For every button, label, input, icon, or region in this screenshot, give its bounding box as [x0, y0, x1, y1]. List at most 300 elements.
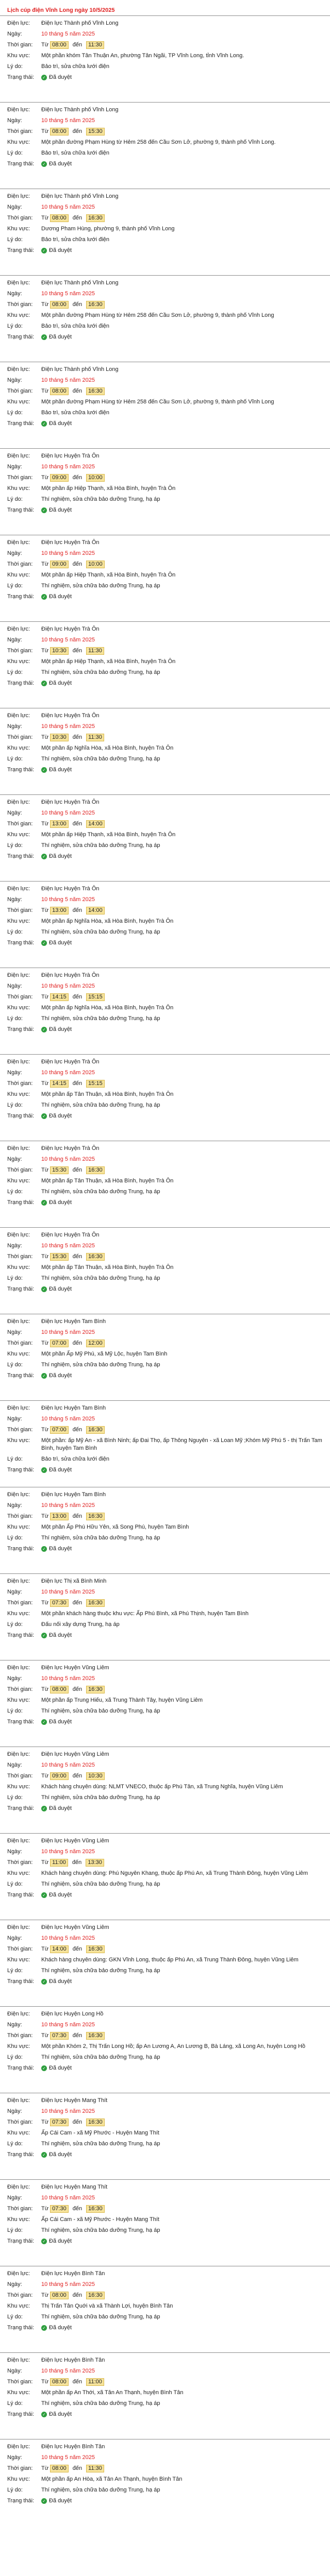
status-label: Trạng thái: [7, 1467, 35, 1473]
time-value [41, 2378, 323, 2386]
time-from: 08:00 [50, 2465, 69, 2472]
time-label: Thời gian: [7, 1427, 33, 1433]
status-value [41, 420, 323, 428]
reason-row [7, 1188, 323, 1196]
reason-value: Thí nghiệm, sửa chữa bảo dưỡng Trung, hạ áp [41, 842, 160, 849]
status-text: Đã duyệt [49, 1199, 72, 1206]
area-label: Khu vực: [7, 2389, 30, 2396]
status-row [7, 420, 323, 428]
area-label: Khu vực: [7, 53, 30, 59]
status-row [7, 1285, 323, 1293]
status-value [41, 1026, 323, 1033]
reason-label: Lý do: [7, 2487, 23, 2493]
unit-row [7, 539, 323, 547]
area-row [7, 1177, 323, 1185]
status-value [41, 2151, 323, 2159]
area-label: Khu vực: [7, 1611, 30, 1617]
reason-row [7, 409, 323, 417]
time-from: 09:00 [50, 474, 69, 482]
area-value: Một phần khóm Tân Thuận An, phường Tân Ngãi, TP Vĩnh Long, tỉnh Vĩnh Long. [41, 53, 244, 59]
time-label: Thời gian: [7, 2206, 33, 2212]
reason-row [7, 2486, 323, 2494]
area-value: Một phần ấp An Thới, xã Tân An Thạnh, huyện Bình Tân [41, 2389, 184, 2396]
date-row [7, 2108, 323, 2115]
time-to: 16:30 [86, 2205, 105, 2213]
time-value [41, 820, 323, 828]
check-circle-icon: ✓ [41, 334, 47, 340]
area-label: Khu vực: [7, 1870, 30, 1876]
unit-row [7, 452, 323, 460]
time-from-label: Từ [41, 215, 49, 221]
reason-row [7, 496, 323, 503]
date-label: Ngày: [7, 1243, 22, 1249]
check-circle-icon: ✓ [41, 1113, 47, 1119]
time-to-label: đến [72, 907, 82, 913]
unit-label: Điện lực: [7, 2097, 30, 2104]
date-value: 10 tháng 5 năm 2025 [41, 637, 95, 643]
time-label: Thời gian: [7, 2465, 33, 2471]
area-label: Khu vực: [7, 139, 30, 145]
reason-label: Lý do: [7, 1535, 23, 1541]
unit-row [7, 2270, 323, 2278]
time-row [7, 301, 323, 309]
check-circle-icon: ✓ [41, 767, 47, 773]
time-value [41, 647, 323, 655]
time-value [41, 907, 323, 914]
date-row [7, 2454, 323, 2462]
date-row [7, 809, 323, 817]
area-value: Một phần ấp Nghĩa Hòa, xã Hòa Bình, huyện Trà Ôn [41, 918, 174, 924]
reason-row [7, 669, 323, 676]
reason-row [7, 755, 323, 763]
status-text: Đã duyệt [49, 2238, 72, 2244]
time-to-label: đến [72, 474, 82, 481]
unit-value: Điện lực Huyện Bình Tân [41, 2357, 105, 2363]
area-label: Khu vực: [7, 1784, 30, 1790]
status-value [41, 1112, 323, 1120]
date-row [7, 30, 323, 38]
date-value: 10 tháng 5 năm 2025 [41, 810, 95, 816]
date-label: Ngày: [7, 1589, 22, 1595]
date-value: 10 tháng 5 năm 2025 [41, 2281, 95, 2287]
date-value: 10 tháng 5 năm 2025 [41, 2022, 95, 2028]
unit-row [7, 366, 323, 374]
reason-label: Lý do: [7, 496, 23, 502]
status-value [41, 74, 323, 81]
unit-row [7, 1145, 323, 1153]
time-from: 14:15 [50, 993, 69, 1001]
time-to-label: đến [72, 994, 82, 1000]
status-value [41, 1545, 323, 1553]
unit-row [7, 1491, 323, 1499]
date-row [7, 1761, 323, 1769]
time-row [7, 2032, 323, 2040]
date-value: 10 tháng 5 năm 2025 [41, 550, 95, 556]
status-text: Đã duyệt [49, 1632, 72, 1638]
outage-entry [0, 621, 330, 708]
date-label: Ngày: [7, 1156, 22, 1162]
reason-value: Thí nghiệm, sửa chữa bảo dưỡng Trung, hạ áp [41, 1535, 160, 1541]
time-from: 08:00 [50, 301, 69, 309]
area-value: Một phần ấp Tân Thuận, xã Hòa Bình, huyện Trà Ôn [41, 1091, 174, 1097]
area-row [7, 2129, 323, 2137]
status-value [41, 939, 323, 947]
status-label: Trạng thái: [7, 1892, 35, 1898]
area-label: Khu vực: [7, 1264, 30, 1270]
reason-label: Lý do: [7, 1968, 23, 1974]
reason-label: Lý do: [7, 669, 23, 675]
status-label: Trạng thái: [7, 1719, 35, 1725]
time-row [7, 1513, 323, 1520]
status-text: Đã duyệt [49, 74, 72, 80]
check-circle-icon: ✓ [41, 2065, 47, 2071]
reason-row [7, 149, 323, 157]
unit-value: Điện lực Huyện Tam Bình [41, 1318, 106, 1325]
status-value [41, 853, 323, 860]
status-row [7, 2151, 323, 2159]
date-value: 10 tháng 5 năm 2025 [41, 291, 95, 297]
date-value: 10 tháng 5 năm 2025 [41, 1070, 95, 1076]
date-value: 10 tháng 5 năm 2025 [41, 1156, 95, 1162]
unit-value: Điện lực Thị xã Bình Minh [41, 1578, 107, 1584]
status-label: Trạng thái: [7, 1978, 35, 1985]
time-value [41, 1080, 323, 1088]
area-value: Thị Trấn Tân Quới và xã Thành Lợi, huyện Bình Tân [41, 2303, 173, 2309]
date-value: 10 tháng 5 năm 2025 [41, 1502, 95, 1509]
reason-value: Thí nghiệm, sửa chữa bảo dưỡng Trung, hạ áp [41, 669, 160, 675]
unit-label: Điện lực: [7, 2444, 30, 2450]
unit-row [7, 2010, 323, 2018]
area-row [7, 918, 323, 925]
area-row [7, 1264, 323, 1272]
reason-label: Lý do: [7, 2141, 23, 2147]
status-row [7, 2064, 323, 2072]
status-row [7, 2238, 323, 2245]
time-value [41, 1426, 323, 1434]
area-label: Khu vực: [7, 572, 30, 578]
time-label: Thời gian: [7, 215, 33, 221]
time-to: 16:30 [86, 2292, 105, 2299]
time-from-label: Từ [41, 1167, 49, 1173]
date-label: Ngày: [7, 2108, 22, 2114]
time-from-label: Từ [41, 1253, 49, 1260]
outage-entry [0, 1054, 330, 1141]
reason-label: Lý do: [7, 583, 23, 589]
time-from: 07:30 [50, 2205, 69, 2213]
status-text: Đã duyệt [49, 853, 72, 859]
time-label: Thời gian: [7, 1600, 33, 1606]
outage-entry [0, 2179, 330, 2266]
status-label: Trạng thái: [7, 1805, 35, 1811]
outage-entry [0, 15, 330, 102]
status-text: Đã duyệt [49, 1978, 72, 1985]
check-circle-icon: ✓ [41, 75, 47, 80]
unit-row [7, 2097, 323, 2105]
status-row [7, 1199, 323, 1207]
reason-label: Lý do: [7, 756, 23, 762]
status-label: Trạng thái: [7, 1113, 35, 1119]
reason-label: Lý do: [7, 842, 23, 849]
reason-row [7, 842, 323, 850]
status-value [41, 2497, 323, 2505]
status-row [7, 2324, 323, 2332]
reason-value: Thí nghiệm, sửa chữa bảo dưỡng Trung, hạ áp [41, 1881, 160, 1887]
status-value [41, 680, 323, 687]
time-to-label: đến [72, 1427, 82, 1433]
time-to: 11:30 [86, 734, 104, 741]
reason-label: Lý do: [7, 410, 23, 416]
time-from: 08:00 [50, 387, 69, 395]
time-label: Thời gian: [7, 2119, 33, 2125]
status-text: Đã duyệt [49, 680, 72, 686]
time-from-label: Từ [41, 1427, 49, 1433]
area-row [7, 1956, 323, 1964]
check-circle-icon: ✓ [41, 2325, 47, 2331]
time-row [7, 2465, 323, 2472]
time-from-label: Từ [41, 474, 49, 481]
time-to: 16:30 [86, 1599, 105, 1607]
unit-label: Điện lực: [7, 2270, 30, 2277]
check-circle-icon: ✓ [41, 1806, 47, 1811]
time-to: 12:00 [86, 1340, 105, 1347]
outage-entry [0, 794, 330, 881]
time-row [7, 387, 323, 395]
status-row [7, 2411, 323, 2418]
date-label: Ngày: [7, 723, 22, 730]
date-row [7, 1502, 323, 1510]
date-row [7, 290, 323, 298]
time-label: Thời gian: [7, 1859, 33, 1866]
time-from: 07:30 [50, 2119, 69, 2126]
reason-value: Thí nghiệm, sửa chữa bảo dưỡng Trung, hạ áp [41, 2227, 160, 2233]
status-label: Trạng thái: [7, 1546, 35, 1552]
date-value: 10 tháng 5 năm 2025 [41, 1589, 95, 1595]
status-text: Đã duyệt [49, 161, 72, 167]
unit-row [7, 1058, 323, 1066]
time-from-label: Từ [41, 2292, 49, 2298]
area-row [7, 485, 323, 493]
time-row [7, 2292, 323, 2299]
reason-label: Lý do: [7, 323, 23, 329]
date-label: Ngày: [7, 31, 22, 37]
area-label: Khu vực: [7, 312, 30, 318]
unit-value: Điện lực Huyện Trà Ôn [41, 713, 100, 719]
time-row [7, 2205, 323, 2213]
time-from-label: Từ [41, 388, 49, 394]
area-label: Khu vực: [7, 485, 30, 492]
area-value: Khách hàng chuyên dùng: Phú Nguyên Khang, thuộc ấp Phú An, xã Trung Thành Đông, huyện Vũng Liêm [41, 1870, 308, 1876]
time-to: 16:30 [86, 1166, 105, 1174]
unit-label: Điện lực: [7, 280, 30, 286]
outage-entry [0, 1660, 330, 1747]
date-row [7, 1415, 323, 1423]
area-label: Khu vực: [7, 1091, 30, 1097]
date-value: 10 tháng 5 năm 2025 [41, 1329, 95, 1335]
date-label: Ngày: [7, 1329, 22, 1335]
reason-row [7, 323, 323, 330]
reason-row [7, 2054, 323, 2061]
reason-row [7, 1015, 323, 1023]
unit-label: Điện lực: [7, 1665, 30, 1671]
status-value [41, 1199, 323, 1207]
area-row [7, 1350, 323, 1358]
date-row [7, 117, 323, 125]
check-circle-icon: ✓ [41, 681, 47, 686]
time-value [41, 1253, 323, 1261]
time-from: 15:30 [50, 1166, 69, 1174]
outage-entry [0, 1747, 330, 1833]
status-label: Trạng thái: [7, 1632, 35, 1638]
unit-row [7, 799, 323, 806]
status-row [7, 333, 323, 341]
reason-label: Lý do: [7, 2400, 23, 2406]
reason-value: Thí nghiệm, sửa chữa bảo dưỡng Trung, hạ áp [41, 1102, 160, 1108]
time-to: 14:00 [86, 907, 105, 914]
reason-label: Lý do: [7, 236, 23, 243]
area-value: Một phần Ấp Phú Hữu Yên, xã Song Phú, huyện Tam Bình [41, 1524, 189, 1530]
time-to: 10:00 [86, 474, 105, 482]
area-row [7, 225, 323, 233]
unit-row [7, 279, 323, 287]
check-circle-icon: ✓ [41, 2152, 47, 2158]
status-row [7, 74, 323, 81]
area-label: Khu vực: [7, 399, 30, 405]
outage-entry [0, 881, 330, 968]
time-label: Thời gian: [7, 474, 33, 481]
time-to: 16:30 [86, 301, 105, 309]
unit-row [7, 1578, 323, 1585]
time-value [41, 2292, 323, 2299]
time-row [7, 1080, 323, 1088]
reason-row [7, 1707, 323, 1715]
area-row [7, 1004, 323, 1012]
time-to-label: đến [72, 1859, 82, 1866]
unit-value: Điện lực Huyện Trà Ôn [41, 1059, 100, 1065]
status-value [41, 1718, 323, 1726]
time-from-label: Từ [41, 1946, 49, 1952]
outage-entry [0, 1141, 330, 1227]
time-row [7, 1945, 323, 1953]
time-from: 07:30 [50, 1599, 69, 1607]
reason-label: Lý do: [7, 2314, 23, 2320]
area-label: Khu vực: [7, 1524, 30, 1530]
reason-value: Thí nghiệm, sửa chữa bảo dưỡng Trung, hạ áp [41, 1275, 160, 1281]
area-value: Một phần ấp Hiệp Thạnh, xã Hòa Bình, huyện Trà Ôn [41, 572, 176, 578]
status-label: Trạng thái: [7, 334, 35, 340]
unit-label: Điện lực: [7, 2184, 30, 2190]
date-row [7, 2281, 323, 2289]
reason-row [7, 2400, 323, 2408]
date-row [7, 2367, 323, 2375]
date-label: Ngày: [7, 2281, 22, 2287]
status-row [7, 1372, 323, 1380]
reason-label: Lý do: [7, 1015, 23, 1022]
time-to-label: đến [72, 1946, 82, 1952]
status-value [41, 1891, 323, 1899]
unit-label: Điện lực: [7, 2011, 30, 2017]
area-label: Khu vực: [7, 1957, 30, 1963]
time-to-label: đến [72, 1167, 82, 1173]
area-label: Khu vực: [7, 2303, 30, 2309]
check-circle-icon: ✓ [41, 161, 47, 167]
status-text: Đã duyệt [49, 1467, 72, 1473]
time-value [41, 1686, 323, 1693]
time-label: Thời gian: [7, 2032, 33, 2039]
date-row [7, 1935, 323, 1942]
time-label: Thời gian: [7, 821, 33, 827]
date-value: 10 tháng 5 năm 2025 [41, 1243, 95, 1249]
area-label: Khu vực: [7, 2130, 30, 2136]
reason-row [7, 1101, 323, 1109]
area-value: Một phần ấp Trung Hiếu, xã Trung Thành Tây, huyện Vũng Liêm [41, 1697, 203, 1703]
area-value: Dương Pham Hùng, phường 9, thành phố Vĩnh Long [41, 226, 175, 232]
area-value: Một phần ấp Tân Thuận, xã Hòa Bình, huyện Trà Ôn [41, 1178, 174, 1184]
date-row [7, 2021, 323, 2029]
status-value [41, 593, 323, 601]
unit-label: Điện lực: [7, 107, 30, 113]
area-value: Khách hàng chuyên dùng: GKN Vĩnh Long, thuộc ấp Phú An, xã Trung Thành Đông, huyện Vũng Liêm [41, 1957, 299, 1963]
time-label: Thời gian: [7, 907, 33, 913]
status-label: Trạng thái: [7, 853, 35, 859]
time-value [41, 2465, 323, 2472]
reason-value: Thí nghiệm, sửa chữa bảo dưỡng Trung, hạ áp [41, 2314, 160, 2320]
area-row [7, 1783, 323, 1791]
time-value [41, 301, 323, 309]
unit-value: Điện lực Huyện Tam Bình [41, 1492, 106, 1498]
area-value: Một phần ấp Tân Thuận, xã Hòa Bình, huyện Trà Ôn [41, 1264, 174, 1270]
unit-value: Điện lực Huyện Vũng Liêm [41, 1838, 109, 1844]
area-row [7, 1610, 323, 1618]
status-text: Đã duyệt [49, 507, 72, 513]
area-row [7, 2043, 323, 2050]
unit-label: Điện lực: [7, 1059, 30, 1065]
area-label: Khu vực: [7, 658, 30, 665]
time-from-label: Từ [41, 2032, 49, 2039]
status-text: Đã duyệt [49, 2151, 72, 2158]
unit-row [7, 712, 323, 720]
status-label: Trạng thái: [7, 2325, 35, 2331]
area-row [7, 52, 323, 60]
time-label: Thời gian: [7, 1167, 33, 1173]
check-circle-icon: ✓ [41, 1027, 47, 1032]
time-label: Thời gian: [7, 1773, 33, 1779]
unit-label: Điện lực: [7, 453, 30, 459]
date-value: 10 tháng 5 năm 2025 [41, 723, 95, 730]
reason-label: Lý do: [7, 1621, 23, 1628]
date-row [7, 1848, 323, 1856]
time-row [7, 1772, 323, 1780]
unit-row [7, 2183, 323, 2191]
date-label: Ngày: [7, 983, 22, 989]
area-row [7, 1697, 323, 1704]
time-to-label: đến [72, 1773, 82, 1779]
date-value: 10 tháng 5 năm 2025 [41, 983, 95, 989]
outage-entry [0, 1920, 330, 2006]
reason-label: Lý do: [7, 63, 23, 70]
date-label: Ngày: [7, 1935, 22, 1941]
reason-row [7, 1794, 323, 1802]
time-from-label: Từ [41, 301, 49, 308]
check-circle-icon: ✓ [41, 1200, 47, 1206]
status-label: Trạng thái: [7, 940, 35, 946]
date-value: 10 tháng 5 năm 2025 [41, 1849, 95, 1855]
date-row [7, 723, 323, 731]
unit-value: Điện lực Thành phố Vĩnh Long [41, 280, 119, 286]
time-value [41, 1945, 323, 1953]
status-text: Đã duyệt [49, 420, 72, 427]
unit-value: Điện lực Huyện Trà Ôn [41, 453, 100, 459]
time-from: 13:00 [50, 907, 69, 914]
